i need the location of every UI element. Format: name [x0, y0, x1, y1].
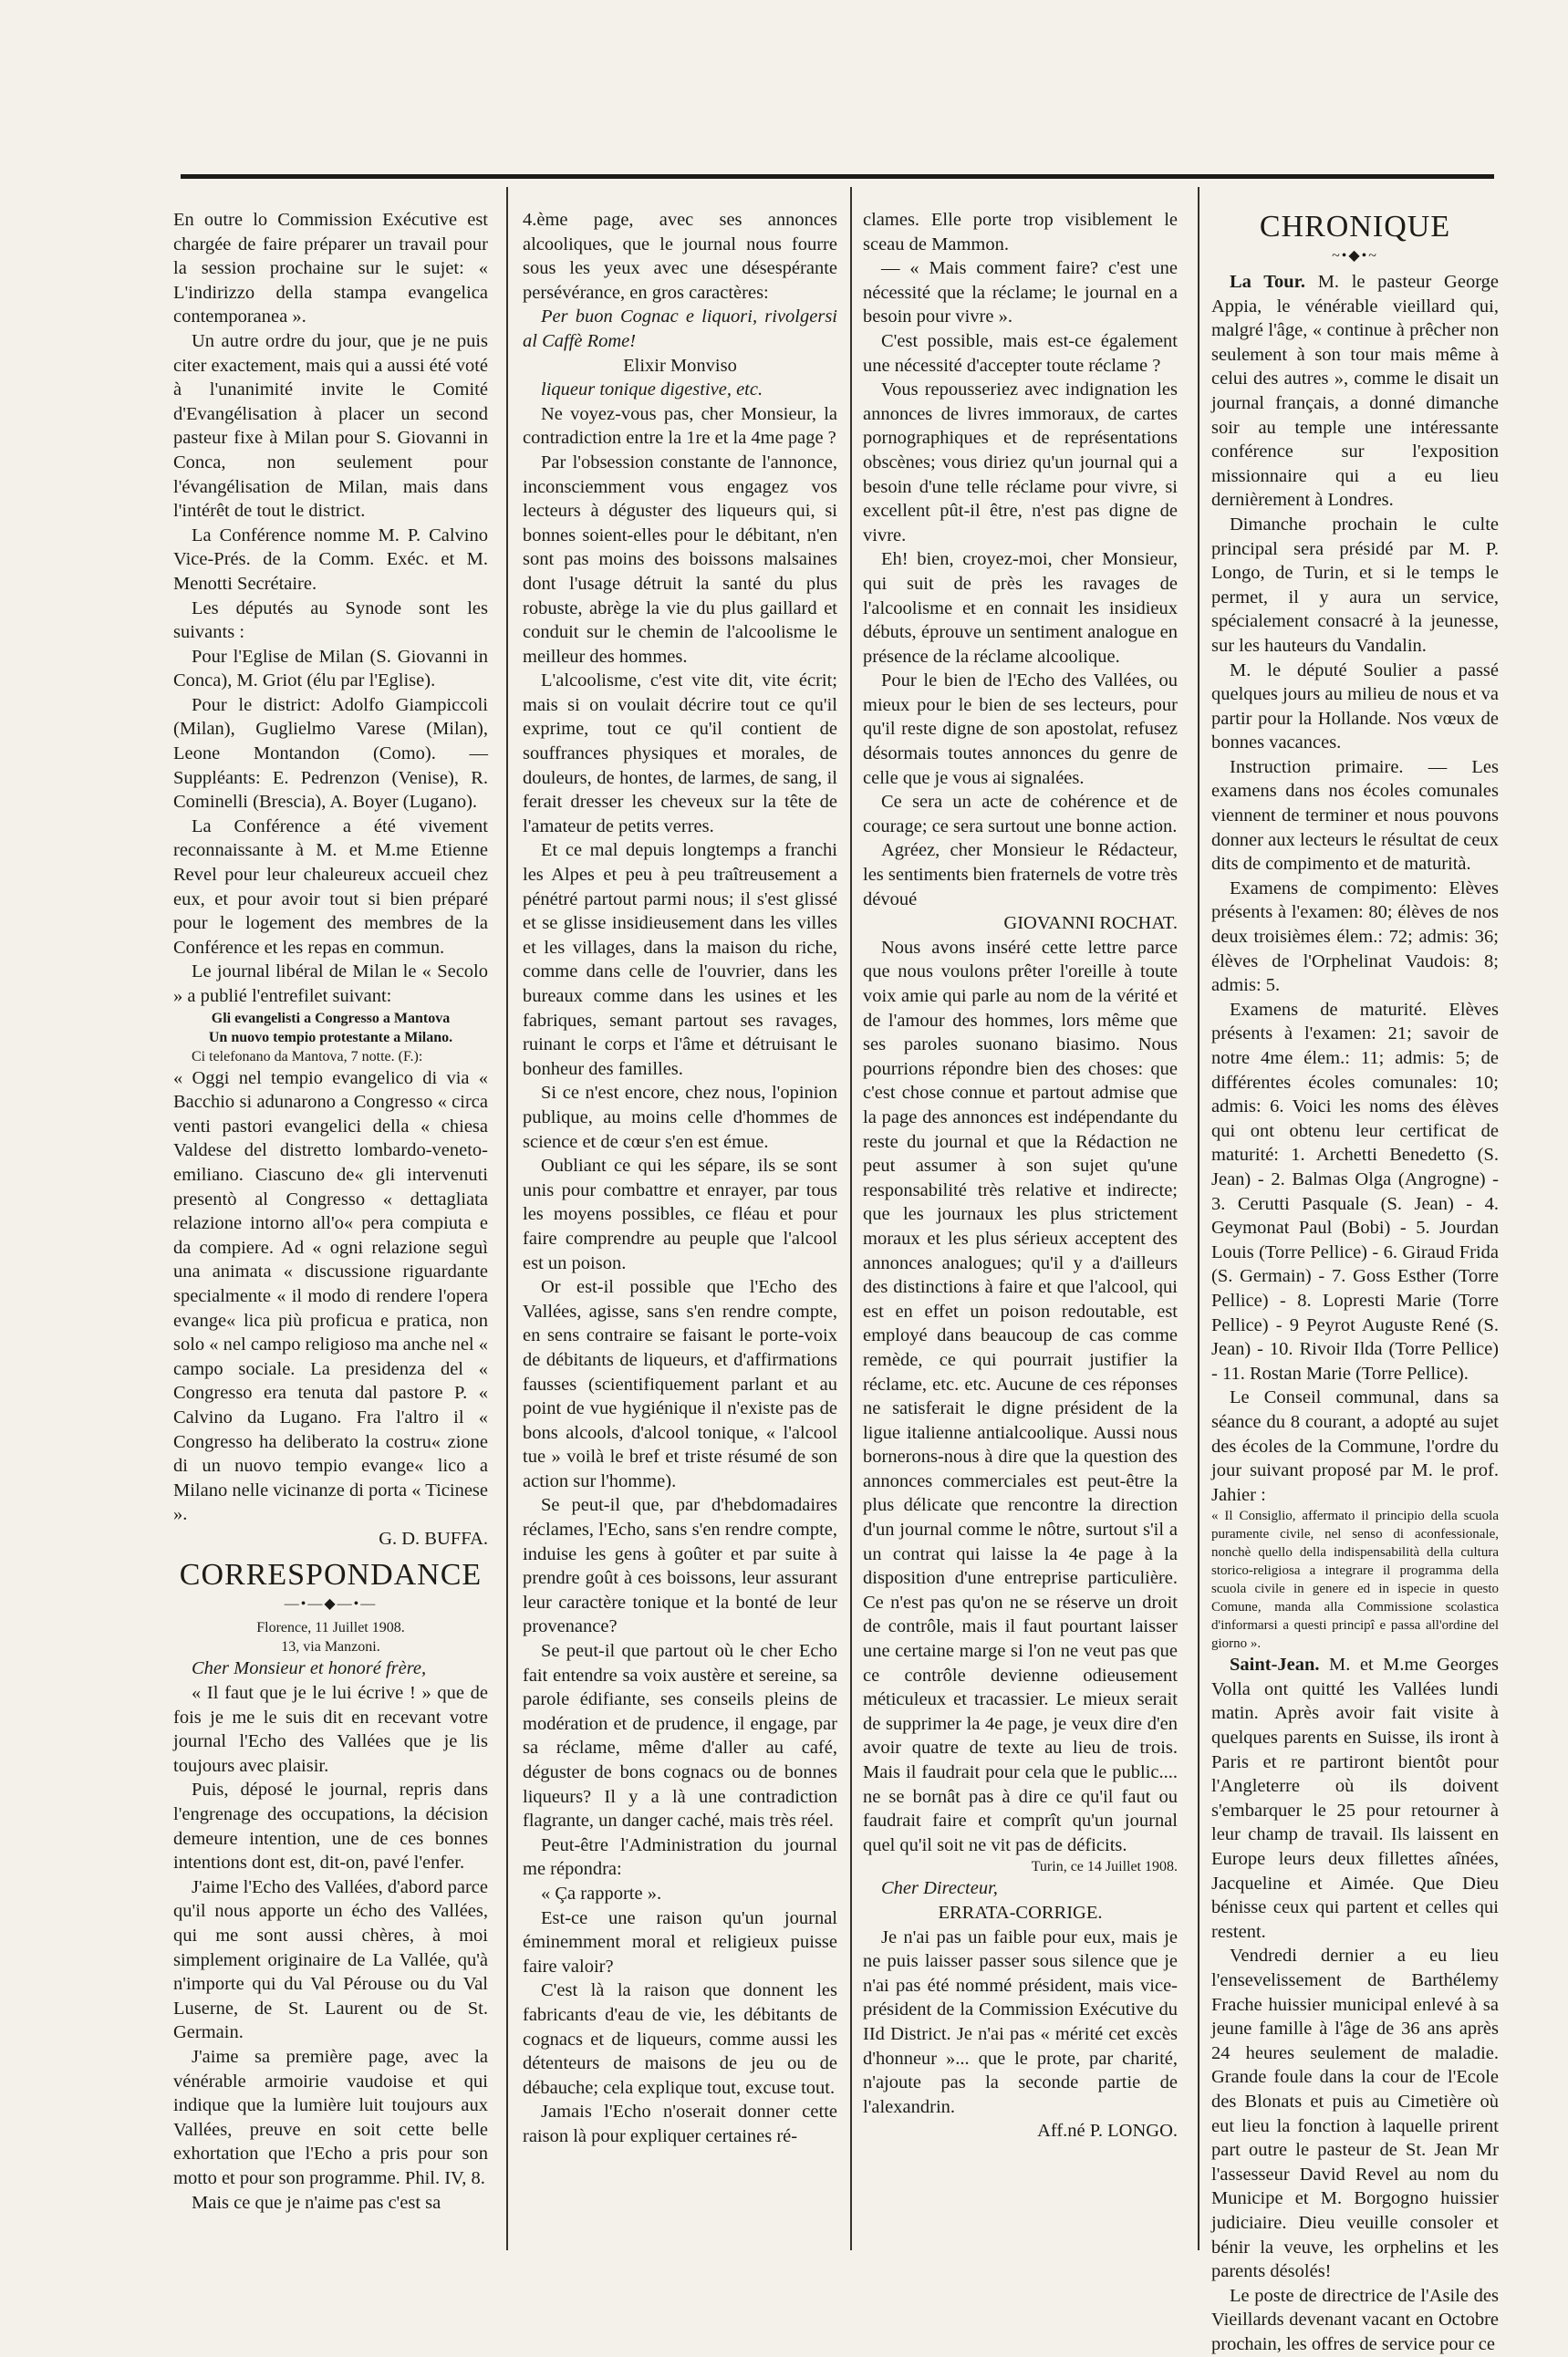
paragraph: 4.ème page, avec ses annonces alcooliques, que le journal nous fourre sous les yeux avec une désespérante persévérance, en gros caractères: — [523, 210, 837, 303]
paragraph: Mais ce que je n'aime pas c'est sa — [192, 2192, 441, 2213]
errata-salutation: Cher Directeur, — [881, 1878, 998, 1899]
paragraph: Dimanche prochain le culte principal sera présidé par M. P. Longo, de Turin, et si le temps le permet, il y aura un service, spécialement consacré à la jeunesse, sur les hauteurs du Vandalin. — [1211, 514, 1499, 656]
paragraph — [1211, 270, 1499, 513]
paragraph — [1211, 1653, 1499, 1944]
paragraph: — « Mais comment faire? c'est une nécessité que la réclame; le journal en a besoin pour vivre ». — [863, 258, 1178, 327]
paragraph: J'aime l'Echo des Vallées, d'abord parce qu'il nous apporte un écho des Vallées, qui me sont aussi chères, à moi simplement originaire de La Vallée, qu'à n'importe qui du Val Pérouse ou du Val Luserne, de St. Laurent ou de St. Germain. — [173, 1876, 488, 2043]
paragraph: La Conférence a été vivement reconnaissante à M. et M.me Etienne Revel pour leur chaleureux accueil chez eux, et pour avoir tout si bien préparé pour le logement des membres de la Conférence et les repas en commun. — [173, 815, 488, 958]
paragraph: Est-ce une raison qu'un journal éminemment moral et religieux puisse faire valoir? — [523, 1907, 837, 1977]
signature: GIOVANNI ROCHAT. — [1003, 913, 1178, 934]
dateline: Ci telefonano da Mantova, 7 notte. (F.): — [192, 1048, 423, 1064]
paragraph: Se peut-il que, par d'hebdomadaires réclames, l'Echo, sans s'en rendre compte, induise les gens à goûter et par suite à prendre goût à ces boissons, leur assurant leur caractère tonique et la bonté de leur provenance? — [523, 1495, 837, 1637]
place-label: La Tour. — [1230, 272, 1306, 292]
signature: G. D. BUFFA. — [379, 1528, 488, 1549]
column-4 — [1211, 208, 1500, 2354]
paragraph: clames. Elle porte trop visiblement le sceau de Mammon. — [863, 210, 1178, 254]
column-3 — [863, 208, 1178, 2250]
column-1 — [173, 208, 488, 2250]
errata-date: Turin, ce 14 Juillet 1908. — [1031, 1859, 1178, 1875]
ad-quote: liqueur tonique digestive, etc. — [541, 379, 763, 400]
council-quote: « Il Consiglio, affermato il principio della scuola puramente civile, nel senso di aconfessionale, nonchè quello della indispensabilità della cultura storico-religiosa a integrare il programma della scuola civile in genere ed in ispecie in questo Comune, manda alla Commissione scolastica d'informarsi a questi principî e passa all'ordine del giorno ». — [1211, 1509, 1499, 1652]
paragraph: Ce sera un acte de cohérence et de courage; ce sera surtout une bonne action. — [863, 792, 1178, 836]
paragraph-text: M. et M.me Georges Volla ont quitté les Vallées lundi matin. Après avoir fait visite à quelques parents en Suisse, ils iront à Paris et re partiront bientôt pour l'Angleterre où ils doivent s'embarquer le 25 pour retourner à leur champ de travail. Ils laissent en Europe leurs deux fillettes aînées, Jacqueline et Aimée. Que Dieu bénisse ceux qui partent et celles qui restent. — [1211, 1655, 1500, 1942]
paragraph: Se peut-il que partout où le cher Echo fait entendre sa voix austère et sereine, sa parole édifiante, ses conseils pleins de modération et de prudence, il engage, par sa réclame, même d'aller au café, déguster de bons cognacs ou de bonnes liqueurs? Il y a là une contradiction flagrante, un danger caché, mais très réel. — [523, 1641, 837, 1832]
paragraph: Or est-il possible que l'Echo des Vallées, agisse, sans s'en rendre compte, en sens contraire se faisant le porte-voix de débitants de liqueurs, et d'affirmations fausses (scientifiquement parlant et au point de vue hygiénique il n'existe pas de bons alcools, d'alcool tonique, « l'alcool tue » voilà le bref et triste résumé de son action sur l'homme). — [523, 1277, 837, 1491]
paragraph: Ne voyez-vous pas, cher Monsieur, la contradiction entre la 1re et la 4me page ? — [523, 403, 837, 449]
paragraph: Le journal libéral de Milan le « Secolo » a publié l'entrefilet suivant: — [173, 961, 488, 1006]
paragraph: En outre lo Commission Exécutive est chargée de faire préparer un travail pour la session prochaine sur le sujet: « L'indirizzo della stampa evangelica contemporanea ». — [173, 210, 488, 327]
paragraph: Eh! bien, croyez-moi, cher Monsieur, qui suit de près les ravages de l'alcoolisme et en connait les insidieux débuts, éprouve un sentiment analogue en présence de la réclame alcoolique. — [863, 549, 1178, 667]
column-divider — [1198, 187, 1199, 2250]
top-rule — [181, 174, 1494, 179]
paragraph: L'alcoolisme, c'est vite dit, vite écrit; mais si on voulait décrire tout ce qu'il exprime, tout ce qu'il contient de souffrances physiques et morales, de douleurs, de hontes, de larmes, de sang, il ferait dresser les cheveux sur la tête de l'amateur de petits verres. — [523, 670, 837, 836]
column-2 — [523, 208, 837, 2250]
paragraph: Par l'obsession constante de l'annonce, inconsciemment vous engagez vos lecteurs à déguster des liqueurs qui, si bonnes soient-elles pour le débitant, n'en sont pas moins des boissons malsaines dont l'usage détruit la santé du plus robuste, abrège la vie du plus gaillard et conduit sur le chemin de l'alcoolisme le meilleur des hommes. — [523, 452, 837, 667]
section-title-chronique: CHRONIQUE — [1259, 210, 1451, 244]
paragraph: Pour le district: Adolfo Giampiccoli (Milan), Guglielmo Varese (Milan), Leone Montandon (Como). — Suppléants: E. Pedrenzon (Venise), R. Cominelli (Brescia), A. Boyer (Lugano). — [173, 694, 488, 813]
paragraph: Nous avons inséré cette lettre parce que nous voulons prêter l'oreille à toute voix amie qui parle au nom de la vérité et de l'amour des hommes, lors même que ses paroles suonano biasimo. Nous pourrions répondre bien des choses: que c'est chose connue et partout admise que la page des annonces est indépendante du reste du journal et que la Rédaction ne peut assumer à son sujet qu'une responsabilité très relative et indirecte; que les journaux les plus strictement moraux et les plus sérieux acceptent des annonces analogues; qu'il y a d'ailleurs des distinctions à faire et que l'alcool, qui est en effet un poison redoutable, est employé dans beaucoup de cas comme remède, ce qui pourrait justifier la réclame, etc. etc. Aucune de ces réponses ne satisferait le digne président de la ligue italienne antialcoolique. Aussi nous bornerons-nous à dire que la question des annonces commerciales est peut-être la plus délicate que rencontre la direction d'un journal comme le nôtre, surtout s'il a un contrat qui laisse la 4e page à la disposition d'une entreprise particulière. Ce n'est pas qu'on ne se réserve un droit de contrôle, mais il faut pourtant laisser une certaine marge si l'on ne veut pas que ce contrôle devienne odieusement méticuleux et tracassier. Le mieux serait de supprimer la 4e page, je veux dire d'en avoir quatre de texte au lieu de trois. Mais il faudrait pour cela que le public.... ne se bornât pas à dire ce qu'il faut ou faudrait faire et comprît qu'un journal quel qu'il soit ne vit pas de déficits. — [863, 937, 1178, 1855]
paragraph: Agréez, cher Monsieur le Rédacteur, les sentiments bien fraternels de votre très dévoué — [863, 840, 1178, 909]
paragraph: Pour le bien de l'Echo des Vallées, ou mieux pour le bien de ses lecteurs, pour qu'il reste digne de son apostolat, refusez désormais toutes annonces du genre de celle que je vous ai signalées. — [863, 670, 1178, 788]
paragraph: Le Conseil communal, dans sa séance du 8 courant, a adopté au sujet des écoles de la Commune, l'ordre du jour suivant proposé par M. le prof. Jahier : — [1211, 1387, 1499, 1505]
paragraph: Je n'ai pas un faible pour eux, mais je ne puis laisser passer sous silence que je n'ai pas été nommé président, mais vice-président de la Commission Exécutive du IId District. Je n'ai pas « mérité cet excès d'honneur »... que le prote, par charité, n'ajoute pas la seconde partie de l'alexandrin. — [863, 1926, 1178, 2117]
column-divider — [850, 187, 852, 2250]
paragraph: J'aime sa première page, avec la vénérable armoirie vaudoise et qui indique que la lumière luit toujours aux Vallées, preuve en soit cette belle exhortation que l'Echo a pris pour son motto et pour son programme. Phil. IV, 8. — [173, 2046, 488, 2188]
paragraph: Oubliant ce qui les sépare, ils se sont unis pour combattre et enrayer, par tous les moyens possibles, ce fléau et pour faire comprendre au peuple que l'alcool est un poison. — [523, 1156, 837, 1273]
paragraph: Et ce mal depuis longtemps a franchi les Alpes et peu à peu traîtreusement a pénétré partout parmi nous; il s'est glissé et se glisse insidieusement dans les villes et les villages, dans la maison du riche, comme dans celle de l'ouvrier, dans les bureaux comme dans les usines et les fabriques, semant partout ses ravages, ruinant le corps et l'âme et détruisant le bonheur des familles. — [523, 840, 837, 1079]
section-title-correspondance: CORRESPONDANCE — [179, 1558, 483, 1593]
quoted-article: « Oggi nel tempio evangelico di via « Bacchio si adunarono a Congresso « circa venti pastori evangelici della « chiesa Valdese del distretto lombardo-veneto-emiliano. Ciascuno de« gli intervenuti presentò al Congresso « dettagliata relazione intorno all'o« pera compiuta e da compiere. Ad « ogni relazione seguì una animata « discussione riguardante specialmente « il modo di rendere l'opera evange« lica più proficua e pratica, non solo « nel campo religioso ma anche nel « campo sociale. La presidenza del « Congresso era tenuta dal pastore P. « Calvino da Lugano. Fra l'altro il « Congresso ha deliberato la costru« zione di un nuovo tempio evange« lico a Milano nelle vicinanze di porta « Ticinese ». — [173, 1067, 489, 1525]
paragraph: Si ce n'est encore, chez nous, l'opinion publique, au moins celle d'hommes de science et de cœur s'en est émue. — [523, 1083, 837, 1152]
paragraph: Instruction primaire. — Les examens dans nos écoles comunales viennent de terminer et nous pouvons donner aux lecteurs le résultat de ceux dits de compimento et de maturità. — [1211, 756, 1499, 875]
paragraph: « Ça rapporte ». — [541, 1883, 662, 1904]
signature: Aff.né P. LONGO. — [1037, 2121, 1178, 2142]
paragraph: M. le député Soulier a passé quelques jours au milieu de nous et va partir pour la Hollande. Nos vœux de bonnes vacances. — [1211, 659, 1499, 753]
paragraph: Vous repousseriez avec indignation les annonces de livres immoraux, de cartes pornographiques et de représentations obscènes; vous diriez qu'un journal qui a besoin d'une telle réclame pour vivre, si excellent pût-il être, n'est pas digne de vivre. — [863, 379, 1178, 545]
ornament: —•—◆—•— — [284, 1596, 378, 1613]
paragraph: Puis, déposé le journal, repris dans l'engrenage des occupations, la décision demeure intention, une de ces bonnes intentions dont est, dit-on, pavé l'enfer. — [173, 1780, 488, 1874]
ad-quote: Per buon Cognac e liquori, rivolgersi al Caffè Rome! — [523, 306, 837, 351]
letter-date: Florence, 11 Juillet 1908. — [256, 1620, 405, 1636]
salutation: Cher Monsieur et honoré frère, — [192, 1658, 427, 1679]
column-divider — [506, 187, 508, 2250]
paragraph: Examens de maturité. Elèves présents à l'examen: 21; savoir de notre 4me élem.: 11; admis: 5; de différentes écoles comunales: 10; admis: 6. Voici les noms des élèves qui ont obtenu leur certificat de maturité: 1. Archetti Benedetto (S. Jean) - 2. Balmas Olga (Angrogne) - 3. Cerutti Pasquale (S. Jean) - 4. Geymonat Paul (Bobi) - 5. Jourdan Louis (Torre Pellice) - 6. Giraud Frida (S. Germain) - 7. Goss Esther (Torre Pellice) - 8. Lopresti Marie (Torre Pellice) - 9 Peyrot Auguste René (S. Jean) - 10. Rivoir Ilda (Torre Pellice) - 11. Rostan Marie (Torre Pellice). — [1211, 999, 1499, 1384]
errata-title: ERRATA-CORRIGE. — [938, 1902, 1103, 1923]
quoted-headline: Gli evangelisti a Congresso a Mantova — [211, 1010, 451, 1026]
paragraph: Peut-être l'Administration du journal me répondra: — [523, 1834, 837, 1880]
paragraph: « Il faut que je le lui écrive ! » que de fois je me le suis dit en recevant votre journal l'Echo des Vallées que je lis toujours avec plaisir. — [173, 1683, 488, 1776]
paragraph: La Conférence nomme M. P. Calvino Vice-Prés. de la Comm. Exéc. et M. Menotti Secrétaire. — [173, 524, 488, 594]
paragraph: Jamais l'Echo n'oserait donner cette raison là pour expliquer certaines ré- — [523, 2102, 837, 2146]
paragraph: Vendredi dernier a eu lieu l'ensevelissement de Barthélemy Frache huissier municipal enlevé à sa jeune famille à l'âge de 36 ans après 24 heures seulement de maladie. Grande foule dans la cour de l'Ecole des Blonats et puis au Cimetière où eut lieu la fonction à laquelle prirent part outre le pasteur de St. Jean Mr l'assesseur David Revel au nom du Municipe et M. Borgogno huissier judiciaire. Dieu veuille consoler et bénir la veuve, les orphelins et les parents désolés! — [1211, 1946, 1499, 2282]
place-label: Saint-Jean. — [1230, 1655, 1320, 1676]
quoted-subhead: Un nuovo tempio protestante a Milano. — [208, 1029, 453, 1045]
paragraph: C'est là la raison que donnent les fabricants d'eau de vie, les débitants de cognacs et de liqueurs, comme aussi les détenteurs de maisons de jeu ou de débauche; cela explique tout, excuse tout. — [523, 1980, 837, 2098]
paragraph-text: M. le pasteur George Appia, le vénérable vieillard qui, malgré l'âge, « continue à prêcher non seulement à son tour mais même à celui des autres », comme le disait un journal français, a donné dimanche soir au temple une intéressante conférence sur l'exposition missionnaire qui a eu lieu dernièrement à Londres. — [1211, 272, 1499, 511]
letter-address: 13, via Manzoni. — [281, 1639, 380, 1656]
paragraph: Examens de compimento: Elèves présents à l'examen: 80; élèves de nos deux troisièmes élem.: 72; admis: 36; élèves de l'Orphelinat Vaudois: 8; admis: 5. — [1211, 877, 1499, 996]
paragraph: Les députés au Synode sont les suivants : — [173, 597, 488, 643]
paragraph: Pour l'Eglise de Milan (S. Giovanni in Conca), M. Griot (élu par l'Eglise). — [173, 646, 488, 691]
ad-quote: Elixir Monviso — [623, 355, 737, 376]
paragraph: C'est possible, mais est-ce également une nécessité d'accepter toute réclame ? — [863, 330, 1178, 376]
paragraph: Le poste de directrice de l'Asile des Vieillards devenant vacant en Octobre prochain, les offres de service pour ce — [1211, 2285, 1499, 2354]
paragraph: Un autre ordre du jour, que je ne puis citer exactement, mais qui a aussi été voté à l'unanimité invite le Comité d'Evangélisation à placer un second pasteur fixe à Milan pour S. Giovanni in Conca, non seulement pour l'évangélisation de Milan, mais dans l'intérêt de tout le district. — [173, 330, 488, 522]
ornament: ~•◆•~ — [1332, 248, 1378, 264]
